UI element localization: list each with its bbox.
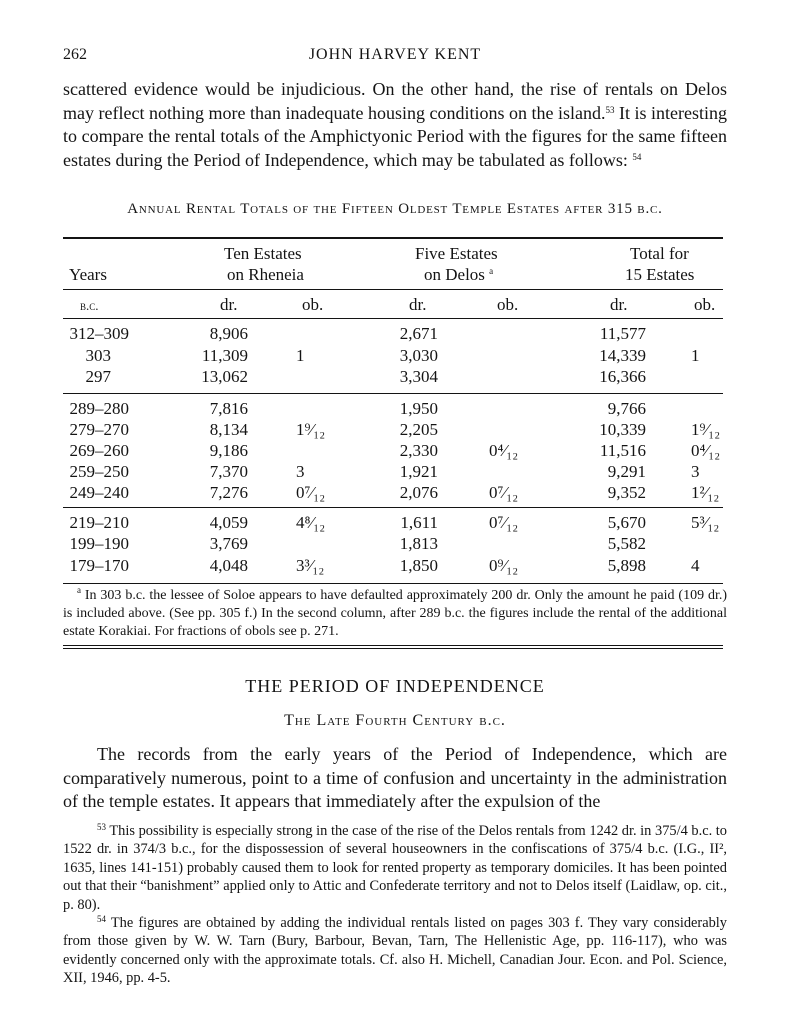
cell-years: 219–210 [69,513,129,532]
cell-rheneia-ob: 3³⁄₁₂ [296,556,325,575]
running-header [63,46,727,68]
cell-delos-ob: 0⁷⁄₁₂ [489,513,519,532]
table-group-rule-1 [63,393,723,394]
cell-rheneia-dr: 13,062 [201,367,248,386]
table-header-rule [63,289,723,290]
subheader-ob-1: ob. [302,295,324,314]
cell-rheneia-dr: 9,186 [209,441,248,460]
cell-years: 269–260 [69,441,129,460]
cell-total-dr: 11,516 [599,441,646,460]
cell-delos-dr: 3,304 [399,367,438,386]
cell-delos-dr: 1,921 [399,462,438,481]
cell-rheneia-ob: 3 [296,462,305,481]
cell-total-dr: 11,577 [599,324,646,343]
subheader-bc: b.c. [80,298,99,313]
section-title: THE PERIOD OF INDEPENDENCE [245,676,545,696]
header-group3-line2: 15 Estates [625,265,695,284]
footnote-54-text: The figures are obtained by adding the individual rentals listed on pages 303 f. They vary considerably from those given by W. W. Tarn (Bury, Barbour, Bevan, Tarn, The Hellenistic Age, pp. 116-117), who was evidently concerned only with the approximate totals. Cf. also H. Michell, Canadian Jour. Econ. and Pol. Science, XII, 1946, pp. 4-5. [63,915,727,987]
cell-total-ob: 4 [691,556,700,575]
cell-rheneia-dr: 7,276 [209,483,248,502]
cell-total-dr: 9,291 [607,462,646,481]
cell-total-ob: 1 [691,346,700,365]
section-subtitle: The Late Fourth Century b.c. [284,712,506,729]
cell-rheneia-ob: 1 [296,346,305,365]
cell-total-dr: 16,366 [599,367,646,386]
cell-rheneia-dr: 7,816 [209,399,248,418]
footnote-ref-53[interactable]: 53 [605,104,615,115]
table-bottom-rule [63,583,723,584]
cell-total-dr: 5,582 [607,534,646,553]
cell-rheneia-dr: 3,769 [209,534,248,553]
table-footnote-text: In 303 b.c. the lessee of Soloe appears to have defaulted approximately 200 dr. Only the amount he paid (109 dr.) is included above. (See pp. 305 f.) In the second column, after 289 b.c. the figures include the rental of the additional estate Korakiai. For fractions of obols see p. 271. [63,588,728,639]
intro-text: scattered evidence would be injudicious. On the other hand, the rise of rentals on Delos may reflect nothing more than inadequate housing conditions on the island. [63,79,727,123]
header-years: Years [69,265,107,284]
cell-delos-dr: 1,611 [400,513,438,532]
cell-rheneia-dr: 8,906 [209,324,248,343]
table-caption: Annual Rental Totals of the Fifteen Oldest Temple Estates after 315 b.c. [127,201,663,217]
cell-years: 279–270 [69,420,129,439]
cell-total-dr: 9,766 [607,399,646,418]
cell-delos-ob: 0⁷⁄₁₂ [489,483,519,502]
cell-years: 297 [85,367,111,386]
cell-delos-dr: 1,950 [399,399,438,418]
subheader-dr-3: dr. [610,295,628,314]
cell-total-dr: 14,339 [599,346,646,365]
cell-rheneia-dr: 8,134 [209,420,248,439]
header-group1-line2: on Rheneia [227,265,304,284]
subheader-dr-1: dr. [220,295,238,314]
cell-delos-ob: 0⁹⁄₁₂ [489,556,519,575]
table-subheader-rule [63,318,723,319]
cell-years: 303 [85,346,111,365]
page-number: 262 [63,46,87,63]
cell-total-dr: 5,898 [607,556,646,575]
cell-total-ob: 1²⁄₁₂ [691,483,720,502]
intro-paragraph [63,78,727,172]
cell-total-ob: 3 [691,462,700,481]
cell-delos-dr: 1,813 [399,534,438,553]
cell-years: 199–190 [69,534,129,553]
cell-years: 259–250 [69,462,129,481]
cell-total-ob: 5³⁄₁₂ [691,513,720,532]
header-group2-line2: on Delos $^a$ [424,265,494,284]
cell-years: 289–280 [69,399,129,418]
subheader-dr-2: dr. [409,295,427,314]
footnote-54 [63,914,727,988]
section-paragraph [63,743,727,814]
cell-delos-dr: 3,030 [399,346,438,365]
footnote-rule-1 [63,645,723,646]
footnote-rule-2 [63,648,723,649]
cell-rheneia-ob: 4⁸⁄₁₂ [296,513,326,532]
cell-total-dr: 5,670 [607,513,646,532]
cell-delos-dr: 2,076 [399,483,438,502]
footnote-53-text: This possibility is especially strong in the case of the rise of the Delos rentals from 1242 dr. in 375/4 b.c. to 1522 dr. in 374/3 b.c., for the dispossession of several houseowners in the confiscations of 375/4 b.c. (I.G., II², 1635, lines 141-151) probably caused them to look for rented property as temporary domiciles. It has been pointed out that their “banishment” applied only to Attic and Confederate territory and not to Delos itself (Laidlaw, op. cit., p. 80). [63,823,728,913]
header-group2-line1: Five Estates [415,244,498,263]
table-group-rule-2 [63,507,723,508]
cell-rheneia-ob: 0⁷⁄₁₂ [296,483,326,502]
cell-total-ob: 1⁹⁄₁₂ [691,420,721,439]
table-top-rule [63,237,723,239]
subheader-ob-2: ob. [497,295,519,314]
cell-delos-dr: 2,671 [399,324,438,343]
subheader-ob-3: ob. [694,295,716,314]
table-footnote [63,587,727,641]
table-note-ref-a[interactable]: a [489,266,494,276]
footnote-53 [63,822,727,914]
cell-delos-dr: 2,330 [399,441,438,460]
footnote-53-number: 53 [97,822,106,832]
cell-delos-ob: 0⁴⁄₁₂ [489,441,519,460]
cell-years: 249–240 [69,483,129,502]
cell-rheneia-ob: 1⁹⁄₁₂ [296,420,326,439]
section-paragraph-text: The records from the early years of the Period of Independence, which are comparatively numerous, point to a time of confusion and uncertainty in the administration of the temple estates. It appears that immediately after the expulsion of the [63,744,727,811]
cell-total-dr: 9,352 [607,483,646,502]
header-group1-line1: Ten Estates [224,244,302,263]
cell-years: 179–170 [69,556,129,575]
cell-delos-dr: 2,205 [399,420,438,439]
cell-rheneia-dr: 11,309 [201,346,248,365]
cell-total-dr: 10,339 [599,420,646,439]
cell-rheneia-dr: 4,048 [209,556,248,575]
cell-years: 312–309 [69,324,129,343]
footnote-54-number: 54 [97,914,106,924]
running-title: JOHN HARVEY KENT [308,46,482,63]
cell-rheneia-dr: 4,059 [209,513,248,532]
header-group3-line1: Total for [630,244,689,263]
cell-rheneia-dr: 7,370 [209,462,248,481]
cell-total-ob: 0⁴⁄₁₂ [691,441,721,460]
table-footnote-mark: a [77,585,81,595]
intro-text-2: It is interesting to compare the rental totals of the Amphictyonic Period with the figures for the same fifteen estates during the Period of Independence, which may be tabulated as follows: [63,102,727,170]
cell-delos-dr: 1,850 [399,556,438,575]
footnote-ref-54[interactable]: 54 [632,151,642,162]
